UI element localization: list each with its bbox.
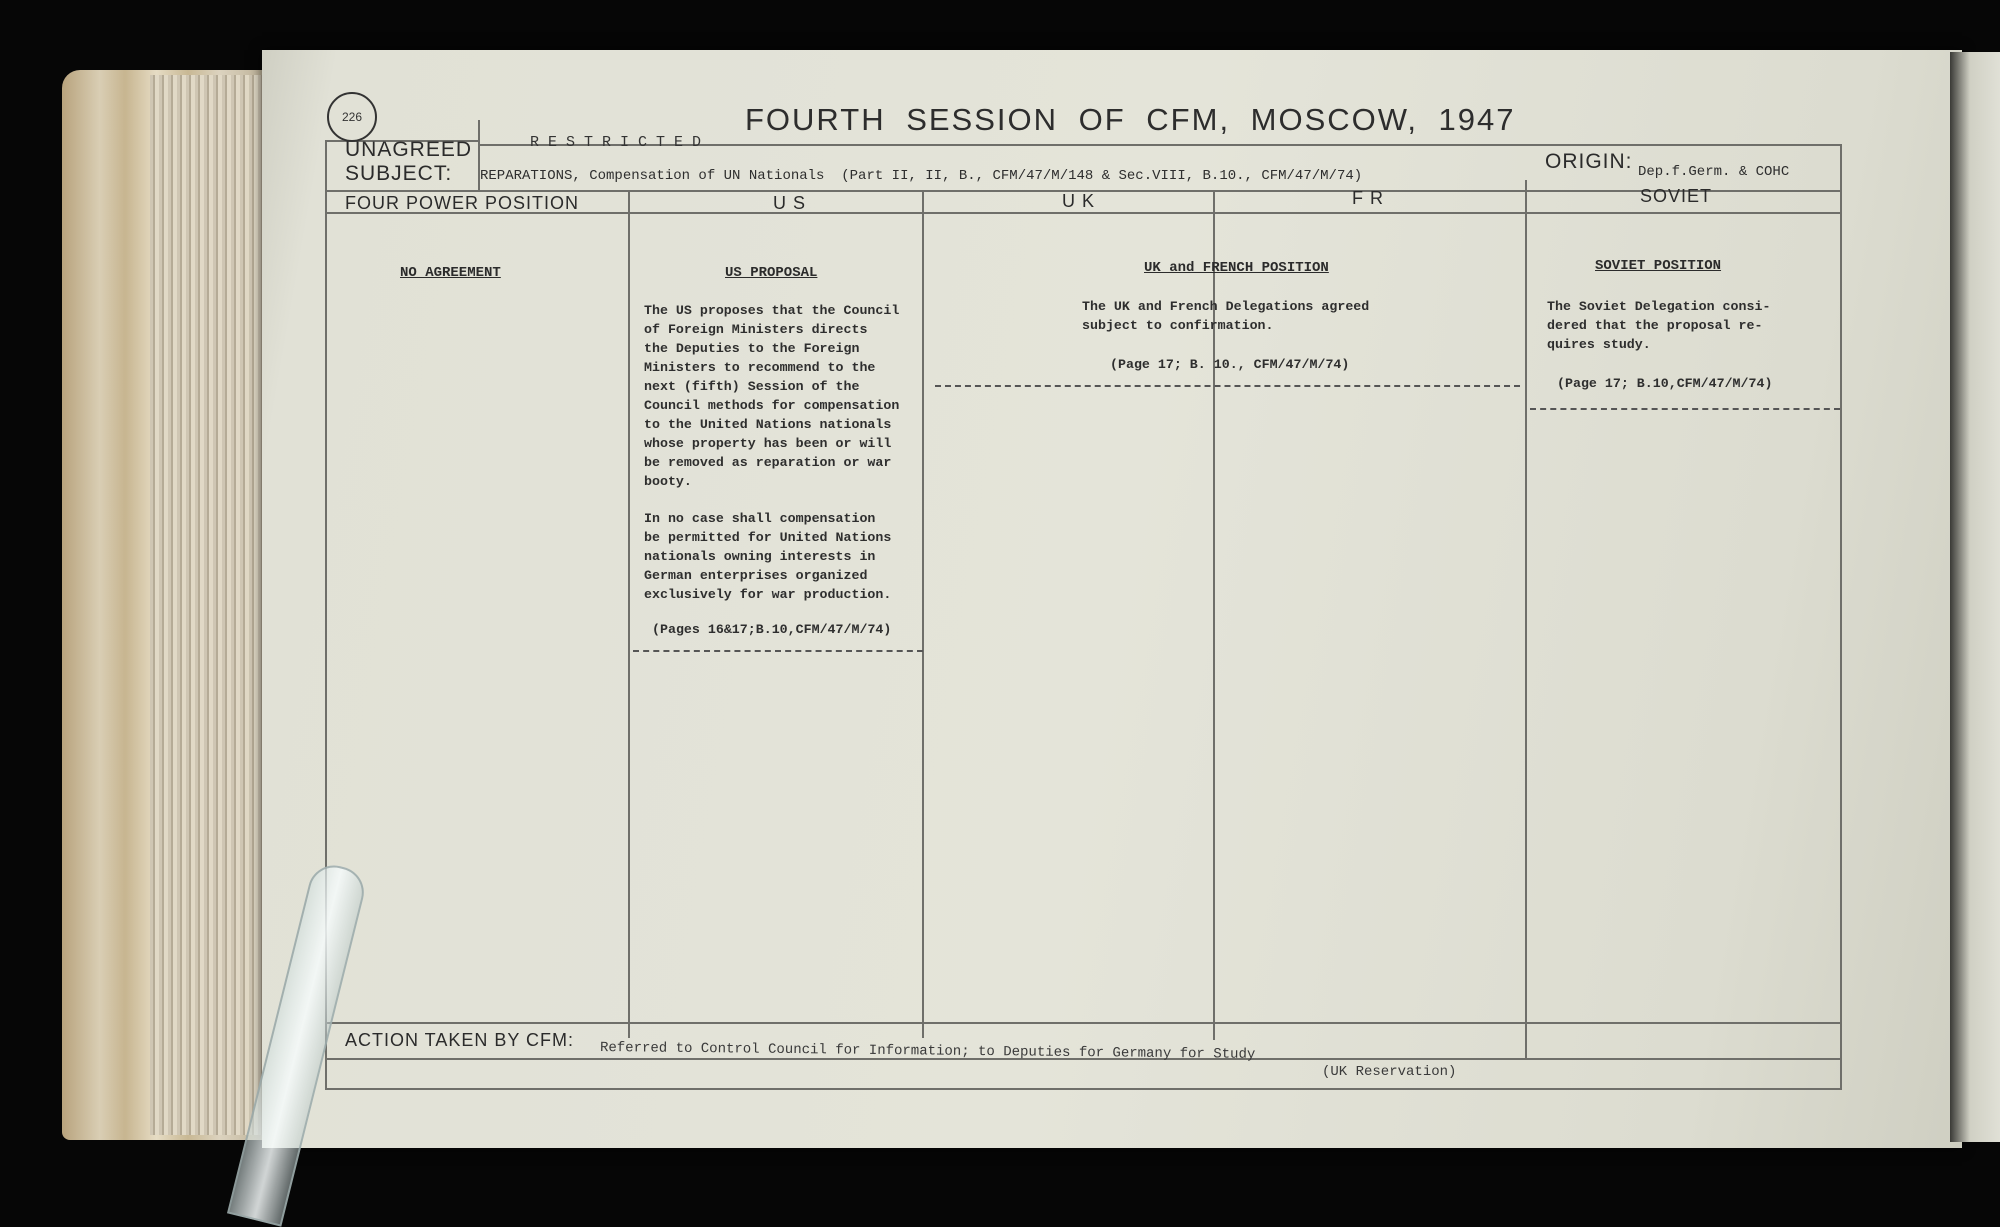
page-number-stamp: 226: [327, 92, 377, 142]
status-label: UNAGREED: [345, 138, 473, 161]
uk-fr-reference: (Page 17; B. 10., CFM/47/M/74): [1110, 357, 1350, 372]
subject-text: REPARATIONS, Compensation of UN Nationals (Part II, II, B., CFM/47/M/148 & Sec.VIII, B.10., CFM/47/M/74): [480, 168, 1363, 184]
us-reference: (Pages 16&17;B.10,CFM/47/M/74): [652, 622, 892, 637]
classification-stamp: RESTRICTED: [530, 134, 711, 151]
us-end-rule: [633, 650, 923, 652]
right-border: [1840, 144, 1842, 1089]
bottom-border: [325, 1088, 1842, 1090]
subject-label: SUBJECT:: [345, 162, 453, 185]
soviet-paragraph: The Soviet Delegation consi- dered that the proposal re- quires study.: [1547, 299, 1771, 352]
action-label: ACTION TAKEN BY CFM:: [345, 1030, 575, 1050]
column-header-four-power: FOUR POWER POSITION: [345, 193, 580, 213]
col-divider-2: [922, 190, 924, 1038]
soviet-end-rule: [1530, 408, 1840, 410]
uk-fr-end-rule: [935, 385, 1520, 387]
origin-label: ORIGIN:: [1545, 150, 1633, 173]
us-exclusion-paragraph: In no case shall compensation be permitted for United Nations nationals owning interests in German enterprises organized exclusively for war production.: [644, 511, 892, 602]
column-header-uk: U K: [1062, 191, 1096, 211]
four-power-heading: NO AGREEMENT: [400, 265, 501, 281]
action-top-line: [325, 1022, 1842, 1024]
us-proposal-paragraph: The US proposes that the Council of Foreign Ministers directs the Deputies to the Foreign Ministers to recommend to the next (fifth) Session of the Council methods for compensation to the United Nations nationals whose property has been or will be removed as reparation or war booty.: [644, 303, 900, 489]
column-header-us: U S: [773, 193, 807, 213]
column-header-fr: F R: [1352, 188, 1384, 208]
origin-value: Dep.f.Germ. & COHC: [1638, 164, 1790, 180]
uk-fr-paragraph: The UK and French Delegations agreed subject to confirmation.: [1082, 299, 1370, 333]
action-note: (UK Reservation): [1322, 1064, 1457, 1080]
col-divider-4: [1525, 180, 1527, 1060]
action-text: Referred to Control Council for Information; to Deputies for Germany for Study: [599, 1040, 1256, 1063]
col-divider-1: [628, 190, 630, 1038]
document-title: FOURTH SESSION OF CFM, MOSCOW, 1947: [745, 102, 1516, 137]
soviet-reference: (Page 17; B.10,CFM/47/M/74): [1557, 376, 1773, 391]
column-header-soviet: SOVIET: [1640, 186, 1713, 206]
us-heading: US PROPOSAL: [725, 265, 818, 281]
soviet-heading: SOVIET POSITION: [1595, 258, 1722, 274]
uk-fr-heading: UK and FRENCH POSITION: [1144, 260, 1329, 276]
